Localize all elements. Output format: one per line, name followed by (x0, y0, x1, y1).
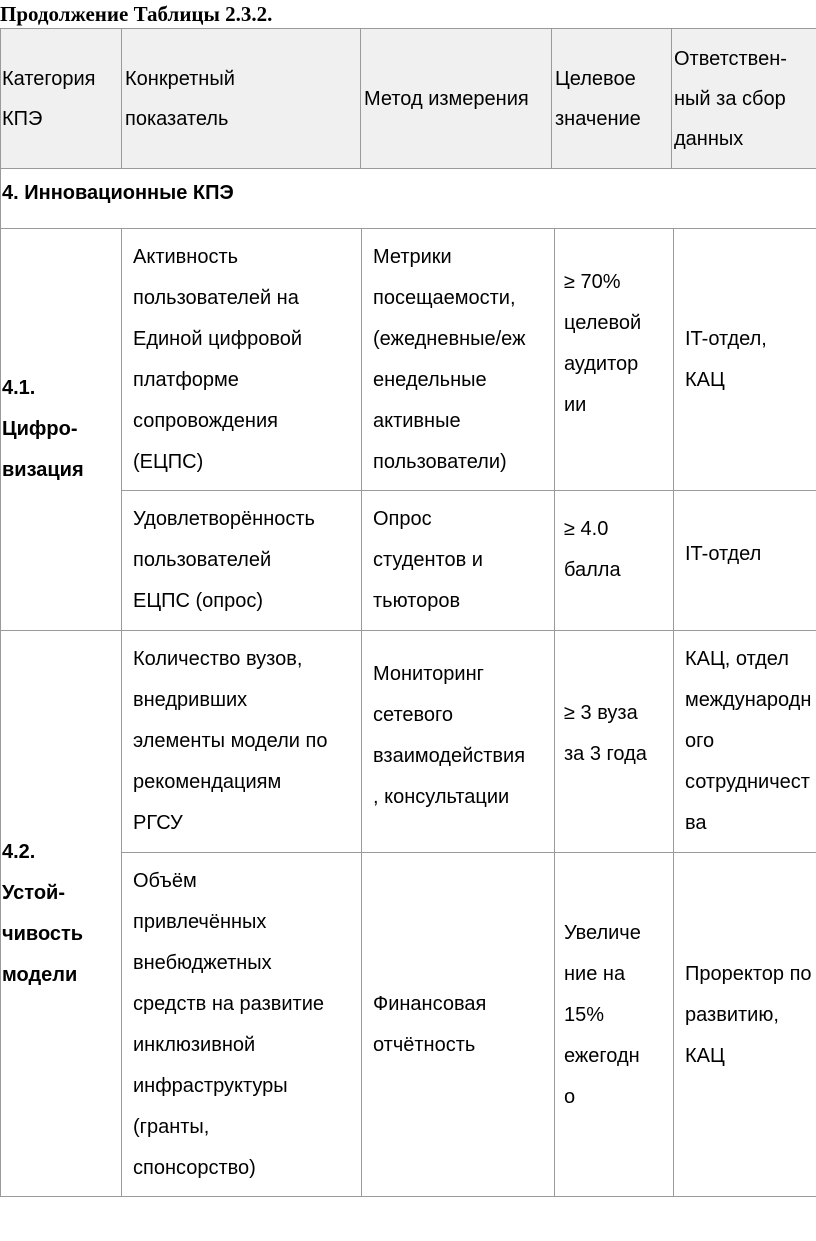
header-method: Метод измерения (364, 87, 529, 110)
category-digitalization: 4.1. Цифро- визация (2, 377, 84, 481)
target-cell: ≥ 3 вуза за 3 года (564, 701, 647, 765)
header-category: Категория КПЭ (2, 67, 96, 130)
responsible-cell: Проректор по развитию, КАЦ (685, 963, 812, 1067)
indicator-cell: Объём привлечённых внебюджетных средств на развитие инклюзивной инфраструктуры (гранты, спонсорство) (133, 869, 324, 1179)
category-sustainability: 4.2. Устой- чивость модели (2, 840, 84, 986)
target-cell: ≥ 70% целевой аудитор ии (564, 271, 642, 416)
section-title: 4. Инновационные КПЭ (2, 181, 234, 204)
responsible-cell: IT-отдел (685, 542, 762, 565)
method-cell: Метрики посещаемости, (ежедневные/еж енедельные активные пользователи) (373, 245, 526, 473)
table-caption: Продолжение Таблицы 2.3.2. (0, 2, 273, 26)
method-cell: Финансовая отчётность (373, 992, 487, 1056)
header-indicator: Конкретный показатель (125, 67, 235, 130)
responsible-cell: КАЦ, отдел международн ого сотрудничест ва (685, 648, 812, 834)
indicator-cell: Удовлетворённость пользователей ЕЦПС (опрос) (133, 508, 315, 612)
target-cell: ≥ 4.0 балла (564, 518, 621, 581)
header-target: Целевое значение (555, 67, 641, 130)
target-cell: Увеличе ние на 15% ежегодн о (564, 922, 641, 1108)
header-responsible: Ответствен- ный за сбор данных (674, 47, 787, 150)
method-cell: Опрос студентов и тьюторов (373, 508, 483, 612)
indicator-cell: Количество вузов, внедривших элементы модели по рекомендациям РГСУ (133, 648, 328, 834)
method-cell: Мониторинг сетевого взаимодействия , консультации (373, 662, 526, 808)
indicator-cell: Активность пользователей на Единой цифровой платформе сопровождения (ЕЦПС) (133, 245, 303, 473)
responsible-cell: IT-отдел, КАЦ (685, 327, 767, 391)
table-border-bottom (0, 1196, 816, 1197)
